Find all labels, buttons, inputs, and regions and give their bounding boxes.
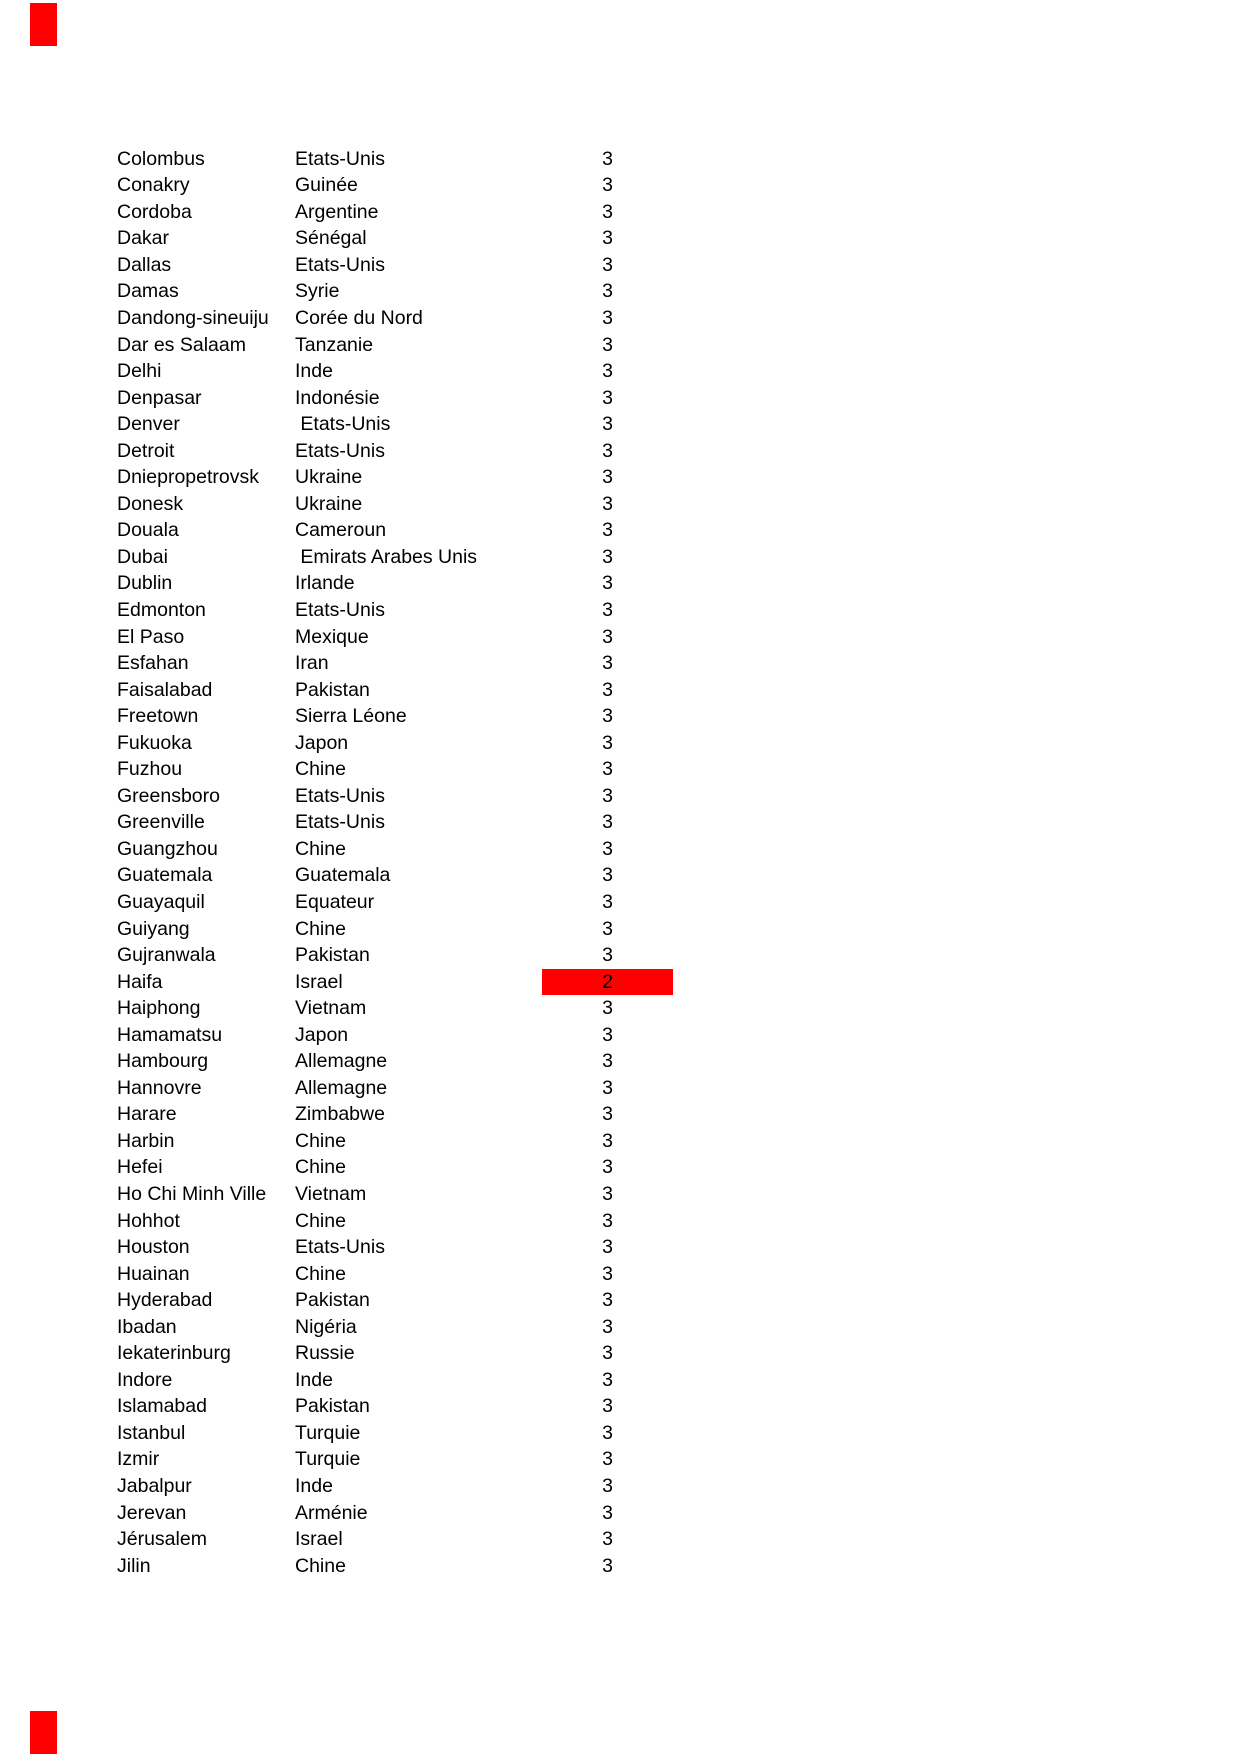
value-cell: 3: [602, 1103, 613, 1126]
value-cell: 3: [602, 386, 613, 409]
table-row: [0, 1181, 1241, 1208]
city-cell: Dubai: [117, 545, 168, 568]
country-cell: Syrie: [295, 280, 340, 303]
table-row: [0, 1393, 1241, 1420]
city-cell: Delhi: [117, 360, 162, 383]
red-marker-top-left: [30, 3, 57, 46]
city-cell: Hyderabad: [117, 1289, 213, 1312]
table-row: [0, 544, 1241, 571]
city-cell: Huainan: [117, 1262, 190, 1285]
value-cell: 3: [602, 1501, 613, 1524]
table-row: [0, 146, 1241, 173]
country-cell: Etats-Unis: [295, 147, 385, 170]
country-cell: Chine: [295, 1156, 346, 1179]
city-cell: Harare: [117, 1103, 177, 1126]
value-cell: 3: [602, 837, 613, 860]
city-cell: Dublin: [117, 572, 173, 595]
table-row: [0, 756, 1241, 783]
country-cell: Etats-Unis: [295, 253, 385, 276]
city-cell: Dar es Salaam: [117, 333, 246, 356]
value-cell: 3: [602, 413, 613, 436]
value-cell: 3: [602, 625, 613, 648]
country-cell: Argentine: [295, 200, 379, 223]
table-row: [0, 517, 1241, 544]
country-cell: Vietnam: [295, 1183, 367, 1206]
country-cell: Chine: [295, 1554, 346, 1577]
table-row: [0, 1314, 1241, 1341]
country-cell: Indonésie: [295, 386, 380, 409]
table-row: [0, 677, 1241, 704]
city-cell: Ho Chi Minh Ville: [117, 1183, 267, 1206]
table-row: [0, 862, 1241, 889]
city-cell: Guiyang: [117, 917, 190, 940]
value-cell: 3: [602, 811, 613, 834]
value-cell: 3: [602, 1289, 613, 1312]
country-cell: Inde: [295, 360, 333, 383]
value-cell: 3: [602, 1236, 613, 1259]
value-cell: 3: [602, 1448, 613, 1471]
city-cell: Haifa: [117, 970, 163, 993]
table-row: [0, 438, 1241, 465]
table-row: [0, 278, 1241, 305]
city-cell: Douala: [117, 519, 179, 542]
table-row: [0, 199, 1241, 226]
value-cell: 3: [602, 864, 613, 887]
city-cell: Conakry: [117, 174, 190, 197]
city-cell: Hambourg: [117, 1050, 209, 1073]
table-row: [0, 1287, 1241, 1314]
city-cell: Indore: [117, 1368, 173, 1391]
table-row: [0, 1473, 1241, 1500]
city-cell: Dniepropetrovsk: [117, 466, 259, 489]
country-cell: Guinée: [295, 174, 358, 197]
country-cell: Chine: [295, 917, 346, 940]
country-cell: Turquie: [295, 1448, 361, 1471]
value-cell: 3: [602, 1209, 613, 1232]
city-cell: Guatemala: [117, 864, 213, 887]
country-cell: Pakistan: [295, 1289, 370, 1312]
value-cell: 3: [602, 545, 613, 568]
value-cell: 3: [602, 519, 613, 542]
value-cell: 3: [602, 1368, 613, 1391]
value-cell: 3: [602, 333, 613, 356]
table-row: [0, 1234, 1241, 1261]
value-cell: 3: [602, 280, 613, 303]
city-cell: Ibadan: [117, 1315, 177, 1338]
country-cell: Ukraine: [295, 492, 363, 515]
city-cell: Jerevan: [117, 1501, 187, 1524]
table-row: [0, 1208, 1241, 1235]
table-row: [0, 889, 1241, 916]
value-cell: 3: [602, 652, 613, 675]
value-cell: 3: [602, 572, 613, 595]
table-row: [0, 1048, 1241, 1075]
city-cell: Greensboro: [117, 784, 220, 807]
table-row: [0, 836, 1241, 863]
table-row: [0, 332, 1241, 359]
value-cell: 3: [602, 758, 613, 781]
value-cell: 3: [602, 1023, 613, 1046]
table-row: [0, 703, 1241, 730]
country-cell: Japon: [295, 731, 349, 754]
value-cell: 3: [602, 1315, 613, 1338]
city-cell: Iekaterinburg: [117, 1342, 231, 1365]
table-row: [0, 1261, 1241, 1288]
city-cell: Donesk: [117, 492, 184, 515]
country-cell: Chine: [295, 1262, 346, 1285]
table-row: [0, 1101, 1241, 1128]
table-row: [0, 624, 1241, 651]
table-row: [0, 1075, 1241, 1102]
country-cell: Ukraine: [295, 466, 363, 489]
value-cell: 3: [602, 784, 613, 807]
country-cell: Sénégal: [295, 227, 367, 250]
country-cell: Israel: [295, 1528, 343, 1551]
table-row: [0, 969, 1241, 996]
value-cell: 3: [602, 1050, 613, 1073]
value-cell: 3: [602, 1262, 613, 1285]
country-cell: Allemagne: [295, 1076, 388, 1099]
table-row: [0, 464, 1241, 491]
country-cell: Irlande: [295, 572, 355, 595]
city-cell: Guangzhou: [117, 837, 218, 860]
value-cell: 3: [602, 439, 613, 462]
value-cell: 3: [602, 174, 613, 197]
city-cell: El Paso: [117, 625, 185, 648]
table-row: [0, 411, 1241, 438]
city-cell: Fuzhou: [117, 758, 183, 781]
country-cell: Chine: [295, 837, 346, 860]
table-row: [0, 1128, 1241, 1155]
city-cell: Jabalpur: [117, 1475, 192, 1498]
city-cell: Istanbul: [117, 1421, 186, 1444]
value-cell: 3: [602, 1156, 613, 1179]
country-cell: Corée du Nord: [295, 306, 423, 329]
value-cell: 3: [602, 917, 613, 940]
value-cell: 3: [602, 731, 613, 754]
city-cell: Houston: [117, 1236, 190, 1259]
table-row: [0, 570, 1241, 597]
value-cell: 3: [602, 253, 613, 276]
country-cell: Zimbabwe: [295, 1103, 385, 1126]
country-cell: Emirats Arabes Unis: [295, 545, 478, 568]
table-row: [0, 995, 1241, 1022]
table-row: [0, 358, 1241, 385]
city-cell: Hamamatsu: [117, 1023, 223, 1046]
city-cell: Dallas: [117, 253, 172, 276]
country-cell: Etats-Unis: [295, 413, 391, 436]
value-cell: 3: [602, 705, 613, 728]
value-cell: 3: [602, 1076, 613, 1099]
city-cell: Harbin: [117, 1129, 175, 1152]
country-cell: Pakistan: [295, 678, 370, 701]
value-cell: 3: [602, 1395, 613, 1418]
city-cell: Guayaquil: [117, 891, 205, 913]
city-cell: Freetown: [117, 705, 199, 728]
city-cell: Hannovre: [117, 1076, 202, 1099]
value-cell: 3: [602, 678, 613, 701]
table-row: [0, 1553, 1241, 1580]
value-cell: 3: [602, 306, 613, 329]
country-cell: Etats-Unis: [295, 1236, 385, 1259]
table-row: [0, 1446, 1241, 1473]
table-row: [0, 1526, 1241, 1553]
value-cell: 3: [602, 147, 613, 170]
country-cell: Pakistan: [295, 944, 370, 967]
value-cell: 3: [602, 1475, 613, 1498]
value-cell: 3: [602, 598, 613, 621]
table-row: [0, 1420, 1241, 1447]
country-cell: Israel: [295, 970, 343, 993]
table-row: [0, 942, 1241, 969]
value-cell: 3: [602, 466, 613, 489]
city-cell: Haiphong: [117, 997, 201, 1020]
value-cell: 3: [602, 1129, 613, 1152]
table-row: [0, 305, 1241, 332]
table-row: [0, 1367, 1241, 1394]
value-cell: 3: [602, 997, 613, 1020]
table-row: [0, 1340, 1241, 1367]
table-row: [0, 1154, 1241, 1181]
country-cell: Etats-Unis: [295, 811, 385, 834]
country-cell: Cameroun: [295, 519, 387, 542]
table-row: [0, 650, 1241, 677]
city-cell: Hefei: [117, 1156, 163, 1179]
country-cell: Inde: [295, 1368, 333, 1391]
city-cell: Dakar: [117, 227, 170, 250]
city-cell: Jilin: [117, 1554, 151, 1577]
table-row: [0, 1500, 1241, 1527]
country-cell: Vietnam: [295, 997, 367, 1020]
city-cell: Faisalabad: [117, 678, 213, 701]
value-cell: 2: [542, 969, 673, 996]
country-cell: Chine: [295, 1209, 346, 1232]
value-cell: 3: [602, 1528, 613, 1551]
table-row: [0, 809, 1241, 836]
value-cell: 3: [602, 944, 613, 967]
city-cell: Detroit: [117, 439, 175, 462]
value-cell: 3: [602, 227, 613, 250]
table-row: [0, 225, 1241, 252]
country-cell: Chine: [295, 758, 346, 781]
value-cell: 3: [602, 891, 613, 913]
city-cell: Esfahan: [117, 652, 189, 675]
country-cell: Sierra Léone: [295, 705, 407, 728]
country-cell: Inde: [295, 1475, 333, 1498]
value-cell: 3: [602, 360, 613, 383]
city-cell: Greenville: [117, 811, 205, 834]
city-cell: Damas: [117, 280, 179, 303]
value-cell: 3: [602, 1183, 613, 1206]
country-cell: Guatemala: [295, 864, 391, 887]
city-cell: Jérusalem: [117, 1528, 207, 1551]
table-row: [0, 1022, 1241, 1049]
value-cell: 3: [602, 200, 613, 223]
city-cell: Cordoba: [117, 200, 192, 223]
country-cell: Pakistan: [295, 1395, 370, 1418]
value-cell: 3: [602, 492, 613, 515]
country-cell: Arménie: [295, 1501, 368, 1524]
value-cell: 3: [602, 1554, 613, 1577]
red-marker-bottom-left: [30, 1711, 57, 1754]
city-cell: Hohhot: [117, 1209, 180, 1232]
city-cell: Islamabad: [117, 1395, 207, 1418]
country-cell: Mexique: [295, 625, 369, 648]
city-cell: Denver: [117, 413, 180, 436]
country-cell: Iran: [295, 652, 329, 675]
table-row: [0, 252, 1241, 279]
city-cell: Izmir: [117, 1448, 160, 1471]
country-cell: Japon: [295, 1023, 349, 1046]
table-row: [0, 783, 1241, 810]
city-cell: Fukuoka: [117, 731, 192, 754]
city-cell: Edmonton: [117, 598, 206, 621]
country-cell: Chine: [295, 1129, 346, 1152]
table-row: [0, 916, 1241, 943]
country-cell: Russie: [295, 1342, 355, 1365]
country-cell: Turquie: [295, 1421, 361, 1444]
table-row: [0, 385, 1241, 412]
city-cell: Dandong-sineuiju: [117, 306, 269, 329]
country-cell: Nigéria: [295, 1315, 357, 1338]
country-cell: Etats-Unis: [295, 439, 385, 462]
value-cell: 3: [602, 1342, 613, 1365]
city-cell: Denpasar: [117, 386, 202, 409]
table-row: [0, 597, 1241, 624]
table-row: [0, 172, 1241, 199]
value-cell: 3: [602, 1421, 613, 1444]
country-cell: Tanzanie: [295, 333, 374, 356]
city-country-table: [0, 146, 1241, 1580]
city-cell: Colombus: [117, 147, 205, 170]
country-cell: Allemagne: [295, 1050, 388, 1073]
table-row: [0, 730, 1241, 757]
country-cell: Etats-Unis: [295, 784, 385, 807]
country-cell: Etats-Unis: [295, 598, 385, 621]
country-cell: Equateur: [295, 891, 375, 913]
city-cell: Gujranwala: [117, 944, 216, 967]
table-row: [0, 491, 1241, 518]
